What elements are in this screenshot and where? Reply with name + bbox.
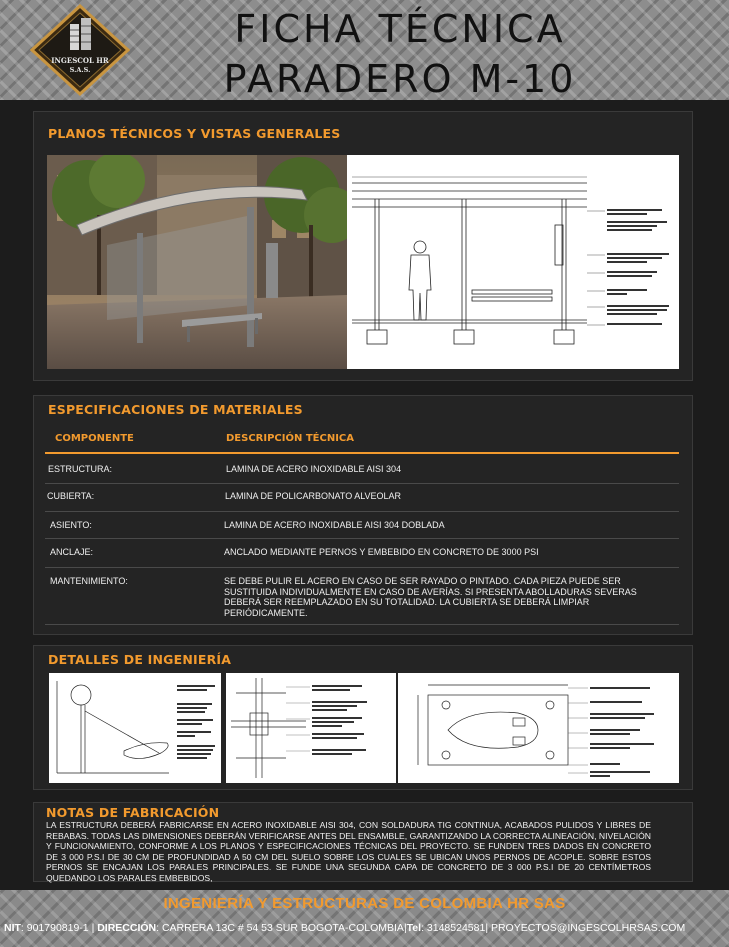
row-description: LAMINA DE POLICARBONATO ALVEOLAR (225, 491, 402, 501)
column-header-component: COMPONENTE (55, 433, 134, 444)
nit-value: : 901790819-1 (20, 922, 89, 934)
engineering-detail-drawing-2 (226, 673, 396, 783)
title-line-1: FICHA TÉCNICA (234, 7, 566, 51)
row-component: CUBIERTA: (47, 491, 95, 501)
row-description: ANCLADO MEDIANTE PERNOS Y EMBEBIDO EN CONCRETO DE 3000 PSI (224, 547, 539, 557)
row-divider (45, 624, 679, 625)
row-divider (45, 567, 679, 568)
column-header-description: DESCRIPCIÓN TÉCNICA (226, 433, 354, 444)
row-divider (45, 538, 679, 539)
row-component: MANTENIMIENTO: (50, 576, 128, 586)
ingenieria-section-title: DETALLES DE INGENIERÍA (48, 652, 232, 667)
row-component: ESTRUCTURA: (48, 464, 113, 474)
page-title (200, 4, 600, 104)
title-line-2: PARADERO M-10 (223, 57, 577, 101)
svg-text:INGESCOL HR: INGESCOL HR (51, 56, 109, 65)
address-value: : CARRERA 13C # 54 53 SUR BOGOTA-COLOMBIA (156, 922, 404, 934)
row-description: LAMINA DE ACERO INOXIDABLE AISI 304 (226, 464, 402, 474)
shelter-photo (47, 155, 347, 369)
specs-section-title: ESPECIFICACIONES DE MATERIALES (48, 402, 303, 417)
technical-elevation-drawing (347, 155, 679, 369)
address-label: DIRECCIÓN (97, 922, 157, 934)
row-divider (45, 511, 679, 512)
notas-body-text: LA ESTRUCTURA DEBERÁ FABRICARSE EN ACERO INOXIDABLE AISI 304, CON SOLDADURA TIG CONTINUA, ACABADOS PULIDOS Y LIBRES DE REBABAS. TODAS LAS DIMENSIONES DEBERÁN VERIFICARSE ANTES DEL ENSAMBLE, GARANTIZANDO LA CORRECTA ALINEACIÓN, NIVELACIÓN Y FUNCIONAMIENTO, CONFORME A LOS PLANOS Y ESPECIFICACIONES TÉCNICAS DEL PROYECTO. SE FUNDEN TRES DADOS EN CONCRETO DE 3 000 P.S.I DE 30 CM DE PROFUNDIDAD A 50 CM DEL SUELO SOBRE LOS CUALES SE UBICAN UNOS PERNOS DE ACOPLE. SOBRE ESTOS PERNOS SE ENCAJAN LOS PARALES PRINCIPALES. SE FUNDE UNA SEGUNDA CAPA DE CONCRETO DE 3 000 P.S.I DE 20 CENTÍMETROS QUEDANDO LOS PARALES EMBEBIDOS, (46, 820, 651, 883)
planos-section-title: PLANOS TÉCNICOS Y VISTAS GENERALES (48, 126, 341, 141)
tel-value: : 3148524581 (421, 922, 486, 934)
company-logo (30, 4, 130, 96)
svg-text:S.A.S.: S.A.S. (69, 66, 91, 74)
row-description: SE DEBE PULIR EL ACERO EN CASO DE SER RAYADO O PINTADO. CADA PIEZA PUEDE SER SUSTITUIDA INDIVIDUALMENTE EN CASO DE AVERÍAS. SI PRESENTA ABOLLADURAS SEVERAS DEBERÁ SER REEMPLAZADO EN SU TOTALIDAD. LA CUBIERTA SE DEBERÁ LIMPIAR PERIÓDICAMENTE. (224, 576, 637, 618)
row-divider (45, 483, 679, 484)
row-description: LAMINA DE ACERO INOXIDABLE AISI 304 DOBLADA (224, 520, 445, 530)
nit-label: NIT (4, 922, 21, 934)
engineering-detail-drawing-3 (398, 673, 679, 783)
row-component: ASIENTO: (50, 520, 92, 530)
notas-section-title: NOTAS DE FABRICACIÓN (46, 805, 220, 820)
footer-company-name: INGENIERÍA Y ESTRUCTURAS DE COLOMBIA HR SAS (163, 895, 566, 912)
table-header-divider (45, 452, 679, 454)
email-link[interactable]: PROYECTOS@INGESCOLHRSAS.COM (490, 922, 686, 934)
row-component: ANCLAJE: (50, 547, 94, 557)
footer-contact-line: NIT: 901790819-1 | DIRECCIÓN: CARRERA 13C # 54 53 SUR BOGOTA-COLOMBIA|Tel: 3148524581| PROYECTOS@INGESCOLHRSAS.COM (4, 922, 686, 934)
tel-label: Tel (406, 922, 422, 934)
engineering-detail-drawing-1 (49, 673, 221, 783)
